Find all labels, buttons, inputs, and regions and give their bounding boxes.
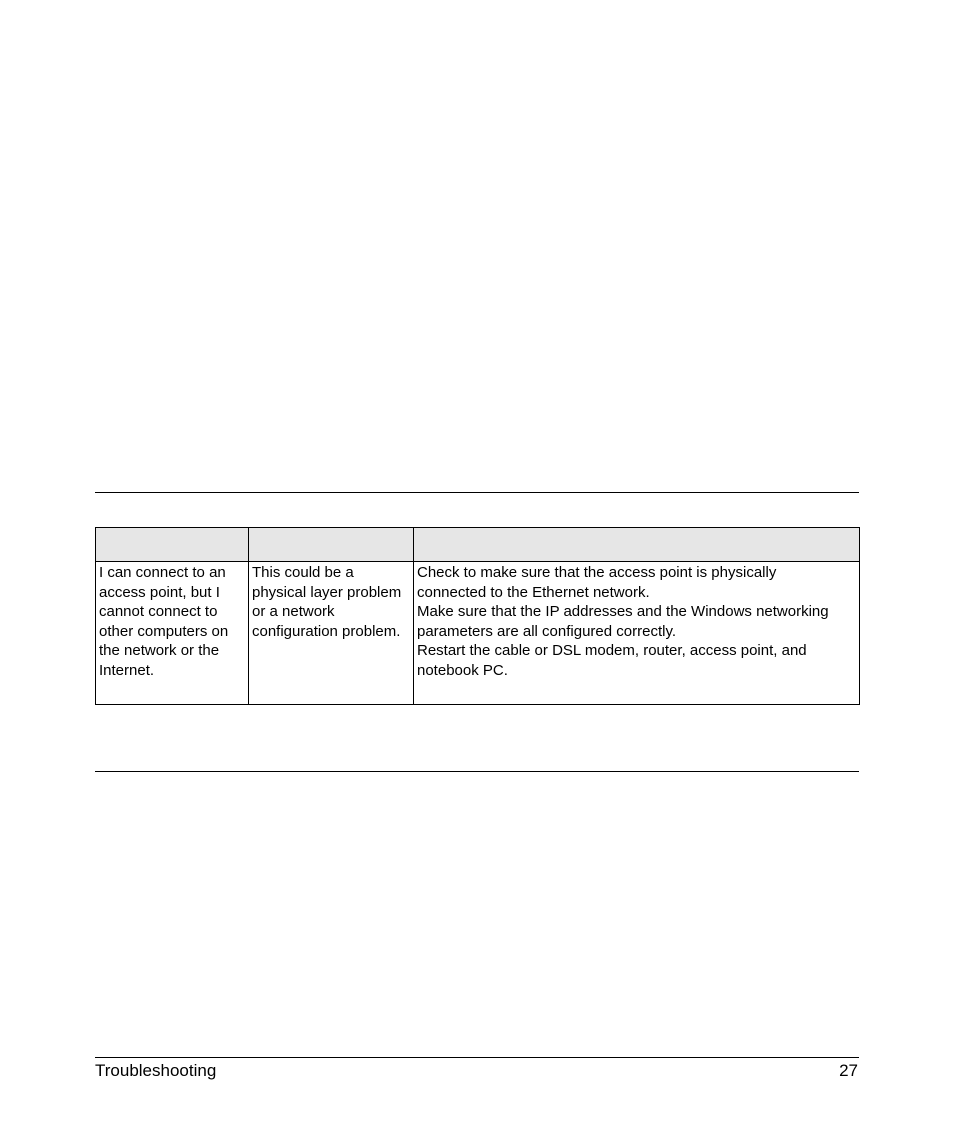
solution-text (417, 563, 857, 680)
solution-line: Make sure that the IP addresses and the Windows networking (417, 603, 829, 620)
bottom-divider (95, 771, 859, 772)
problem-line: other computers on (99, 622, 229, 640)
solution-line: notebook PC. (417, 661, 508, 679)
cause-line: or a network (252, 603, 335, 620)
problem-text (99, 563, 246, 680)
solution-cell (414, 562, 860, 705)
table-row (96, 562, 860, 705)
problem-line: access point, but I (99, 583, 220, 601)
solution-line: Restart the cable or DSL modem, router, access point, and (417, 642, 807, 659)
cause-line: physical layer problem (252, 583, 402, 601)
cause-line: configuration problem. (252, 622, 401, 640)
problem-line: the network or the (99, 642, 220, 659)
page-number: 27 (839, 1061, 858, 1080)
top-divider (95, 492, 859, 493)
problem-line: Internet. (99, 661, 155, 679)
troubleshooting-table (95, 527, 860, 705)
solution-line: parameters are all configured correctly. (417, 622, 676, 640)
problem-line: cannot connect to (99, 603, 218, 620)
table-header-row (96, 528, 860, 562)
problem-cell (96, 562, 249, 705)
solution-line: connected to the Ethernet network. (417, 583, 650, 601)
problem-line: I can connect to an (99, 564, 226, 581)
solution-line: Check to make sure that the access point is physically (417, 564, 777, 581)
cause-line: This could be a (252, 564, 354, 581)
cause-cell (249, 562, 414, 705)
header-cause (249, 528, 414, 562)
footer-section-title: Troubleshooting (95, 1061, 217, 1080)
cause-text (252, 563, 411, 641)
header-solution (414, 528, 860, 562)
header-problem (96, 528, 249, 562)
footer-divider (95, 1057, 859, 1058)
